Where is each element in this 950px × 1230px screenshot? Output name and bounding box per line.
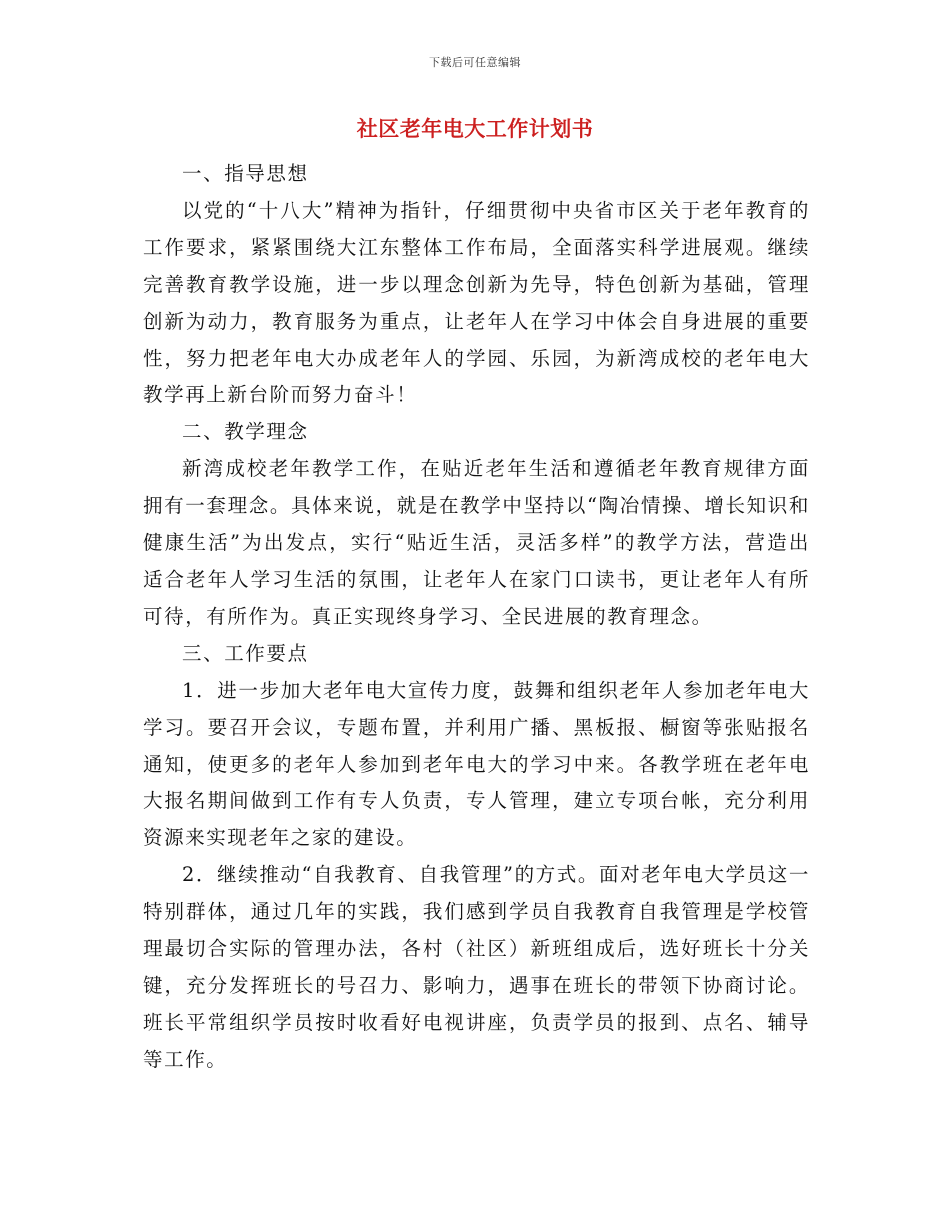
paragraph-work-point-1: 1．进一步加大老年电大宣传力度，鼓舞和组织老年人参加老年电大学习。要召开会议，专题布置，并利用广播、黑板报、橱窗等张贴报名通知，使更多的老年人参加到老年电大的学习中来。各教学班在老年电大报名期间做到工作有专人负责，专人管理，建立专项台帐，充分利用资源来实现老年之家的建设。 bbox=[143, 678, 810, 850]
paragraph-guiding-ideology: 以党的“十八大”精神为指针，仔细贯彻中央省市区关于老年教育的工作要求，紧紧围绕大江东整体工作布局，全面落实科学进展观。继续完善教育教学设施，进一步以理念创新为先导，特色创新为基础，管理创新为动力，教育服务为重点，让老年人在学习中体会自身进展的重要性，努力把老年电大办成老年人的学园、乐园，为新湾成校的老年电大教学再上新台阶而努力奋斗！ bbox=[143, 198, 810, 407]
paragraph-work-point-2: 2．继续推动“自我教育、自我管理”的方式。面对老年电大学员这一特别群体，通过几年的实践，我们感到学员自我教育自我管理是学校管理最切合实际的管理办法，各村（社区）新班组成后，选好班长十分关键，充分发挥班长的号召力、影响力，遇事在班长的带领下协商讨论。班长平常组织学员按时收看好电视讲座，负责学员的报到、点名、辅导等工作。 bbox=[143, 863, 810, 1071]
paragraph-teaching-philosophy: 新湾成校老年教学工作，在贴近老年生活和遵循老年教育规律方面拥有一套理念。具体来说，就是在教学中坚持以“陶冶情操、增长知识和健康生活”为出发点，实行“贴近生活，灵活多样”的教学方法，营造出适合老年人学习生活的氛围，让老年人在家门口读书，更让老年人有所可待，有所作为。真正实现终身学习、全民进展的教育理念。 bbox=[143, 457, 810, 628]
document-title: 社区老年电大工作计划书 bbox=[356, 116, 594, 141]
section-heading-work-points: 三、工作要点 bbox=[182, 641, 309, 665]
section-heading-guiding-ideology: 一、指导思想 bbox=[182, 162, 309, 185]
document-body bbox=[143, 156, 810, 1079]
header-note: 下载后可任意编辑 bbox=[429, 56, 521, 69]
section-heading-teaching-philosophy: 二、教学理念 bbox=[182, 420, 309, 444]
